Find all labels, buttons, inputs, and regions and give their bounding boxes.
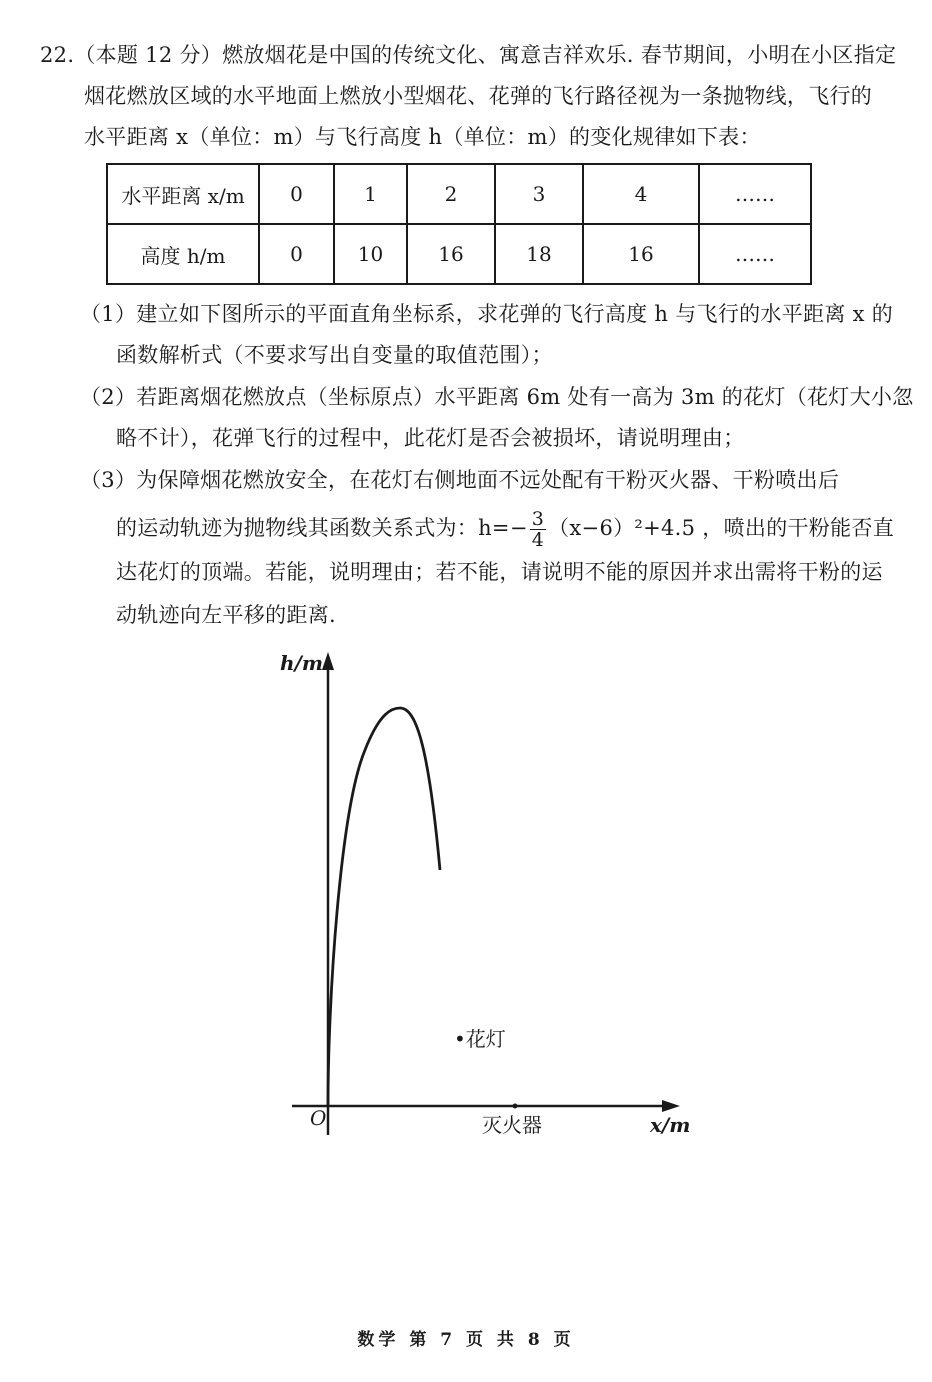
part3-line-2 <box>116 508 894 550</box>
part1-line-2: 函数解析式（不要求写出自变量的取值范围）； <box>116 343 553 367</box>
lantern-label: •花灯 <box>454 1027 506 1051</box>
table-cell: 18 <box>495 224 583 284</box>
table-cell: 16 <box>407 224 495 284</box>
part3-line-1: （3）为保障烟花燃放安全，在花灯右侧地面不远处配有干粉灭火器、干粉喷出后 <box>80 468 840 492</box>
extinguisher-label: 灭火器 <box>482 1113 542 1137</box>
table-cell: 16 <box>583 224 699 284</box>
page-footer: 数学 第 7 页 共 8 页 <box>357 1330 575 1350</box>
extinguisher-point <box>513 1104 518 1109</box>
table-row <box>107 224 811 284</box>
x-axis-arrow-icon <box>662 1100 680 1112</box>
table-cell: 0 <box>259 224 334 284</box>
intro-line-3: 水平距离 x（单位：m）与飞行高度 h（单位：m）的变化规律如下表： <box>84 125 761 149</box>
question-number: 22. <box>40 43 75 67</box>
part3-formula-prefix: 的运动轨迹为抛物线其函数关系式为：h=− <box>116 516 528 540</box>
part3-line-3: 达花灯的顶端。若能，说明理由；若不能，请说明不能的原因并求出需将干粉的运 <box>116 560 883 584</box>
y-axis-arrow-icon <box>322 652 334 670</box>
table-cell: 0 <box>259 164 334 224</box>
table-cell: …… <box>699 164 811 224</box>
fraction <box>530 509 546 550</box>
question-line-1 <box>40 40 896 70</box>
part2-line-1: （2）若距离烟花燃放点（坐标原点）水平距离 6m 处有一高为 3m 的花灯（花灯大小忽 <box>80 385 914 409</box>
table-cell: 2 <box>407 164 495 224</box>
table-cell: 10 <box>334 224 407 284</box>
fraction-numerator: 3 <box>531 508 545 530</box>
part1-line-1: （1）建立如下图所示的平面直角坐标系，求花弹的飞行高度 h 与飞行的水平距离 x 的 <box>80 302 894 326</box>
intro-line-1: （本题 12 分）燃放烟花是中国的传统文化、寓意吉祥欢乐. 春节期间，小明在小区指定 <box>74 43 897 67</box>
table-row-label: 高度 h/m <box>107 224 259 284</box>
y-axis-label: h/m <box>280 651 324 675</box>
data-table <box>106 163 812 285</box>
table-cell: 1 <box>334 164 407 224</box>
intro-line-2: 烟花燃放区域的水平地面上燃放小型烟花、花弹的飞行路径视为一条抛物线，飞行的 <box>84 84 873 108</box>
part3-formula-suffix: （x−6）²+4.5 ，喷出的干粉能否直 <box>548 516 894 540</box>
table-cell: 3 <box>495 164 583 224</box>
part3-line-4: 动轨迹向左平移的距离. <box>116 603 336 627</box>
table-row <box>107 164 811 224</box>
part2-line-2: 略不计），花弹飞行的过程中，此花灯是否会被损坏，请说明理由； <box>116 426 745 450</box>
table-cell: 4 <box>583 164 699 224</box>
coordinate-graph <box>270 640 710 1150</box>
table-row-label: 水平距离 x/m <box>107 164 259 224</box>
table-cell: …… <box>699 224 811 284</box>
firework-trajectory-curve <box>328 708 440 1106</box>
fraction-denominator: 4 <box>531 529 545 551</box>
origin-label: O <box>310 1106 327 1130</box>
x-axis-label: x/m <box>650 1113 691 1137</box>
